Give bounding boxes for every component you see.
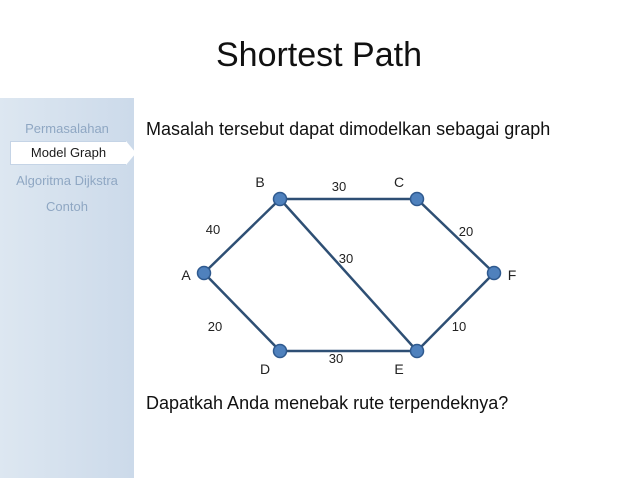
node-f	[488, 267, 501, 280]
edge-e-f	[417, 273, 494, 351]
node-label-b: B	[255, 174, 265, 190]
node-e	[411, 345, 424, 358]
sidebar-item-model-graph[interactable]: Model Graph	[10, 141, 126, 165]
node-label-f: F	[507, 267, 517, 283]
node-c	[411, 193, 424, 206]
node-b	[274, 193, 287, 206]
node-a	[198, 267, 211, 280]
node-label-a: A	[181, 267, 191, 283]
question-text: Dapatkah Anda menebak rute terpendeknya?	[146, 393, 509, 413]
sidebar-item-algoritma-dijkstra[interactable]: Algoritma Dijkstra	[16, 173, 118, 188]
node-label-c: C	[393, 174, 405, 190]
sidebar-item-permasalahan[interactable]: Permasalahan	[25, 121, 109, 136]
edge-weight-e-f: 10	[451, 319, 467, 334]
edge-weight-a-b: 40	[205, 222, 221, 237]
edge-weight-a-d: 20	[207, 319, 223, 334]
edge-b-e	[280, 199, 417, 351]
slide-title: Shortest Path	[215, 36, 422, 74]
edge-weight-b-c: 30	[331, 179, 347, 194]
edge-weight-c-f: 20	[458, 224, 474, 239]
slide-subtitle: Masalah tersebut dapat dimodelkan sebagai graph	[146, 119, 551, 139]
edge-weight-b-e: 30	[338, 251, 354, 266]
edge-weight-d-e: 30	[328, 351, 344, 366]
edge-a-d	[204, 273, 280, 351]
node-label-e: E	[394, 361, 404, 377]
sidebar-item-contoh[interactable]: Contoh	[46, 199, 88, 214]
node-d	[274, 345, 287, 358]
node-label-d: D	[259, 361, 271, 377]
edge-c-f	[417, 199, 494, 273]
